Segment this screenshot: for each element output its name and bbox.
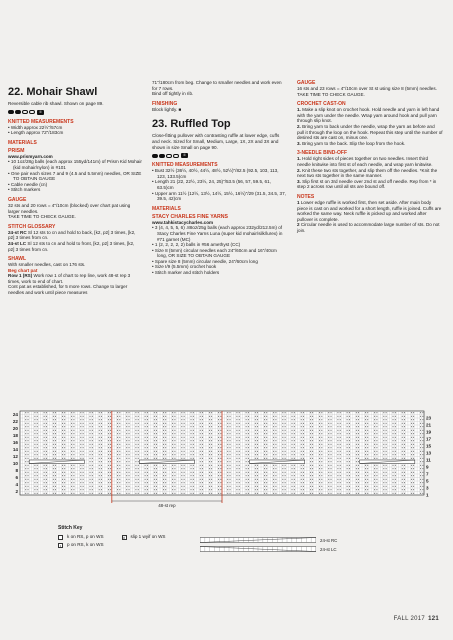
materials-list — [152, 225, 287, 275]
section-heading: CROCHET CAST-ON — [297, 101, 346, 108]
row-label-left: 22 — [12, 419, 18, 424]
section-heading: GAUGE — [297, 80, 316, 86]
step-item: 1. Hold right sides of pieces together on two needles. Insert third needle knitwise into first st of each needle, and wrap yarn knitwise. — [297, 156, 433, 167]
cable-lc-icon — [200, 546, 316, 552]
list-item: • Length 21 (22, 22½, 23½, 24, 25)"/53.5 (56, 57, 59.5, 61, 63.5)cm — [152, 179, 271, 190]
row-label-right: 13 — [426, 450, 432, 456]
bind-off-text: Bind off tightly in rib. — [152, 91, 194, 97]
row-label-left: 4 — [15, 482, 18, 487]
step-item: 3. Bring yarn to the back. Slip the loop from the hook. — [297, 140, 406, 146]
level-pill-icon — [159, 154, 165, 158]
section-heading: 3-NEEDLE BIND-OFF — [297, 150, 347, 157]
list-item: • 1 (2, 2, 2, 2, 2) balls in #56 amethyst (CC) — [152, 242, 241, 248]
row-label-right: 3 — [426, 485, 429, 491]
brand-name: STACY CHARLES FINE YARNS — [152, 213, 228, 220]
measurements-list — [152, 168, 287, 202]
pattern-title-ruffled-top: 23. Ruffled Top — [152, 118, 231, 131]
glossary-item: 24-st RC Sl 12 sts to cn and hold to back, [k2, p2] 3 times, [k2, p2] 3 times from cn. — [8, 229, 136, 241]
cable-rc-icon — [200, 537, 316, 543]
list-item: • 3 (4, 4, 5, 5, 6) .88oz/25g balls (each approx 232yd/212.5m) of Stacy Charles Fine Yarns Luna (super kid mohair/silk/lurex) in #71 garnet (MC) — [152, 225, 283, 242]
row-label-left: 10 — [12, 461, 18, 466]
column-1 — [8, 80, 142, 296]
section-heading: KNITTED MEASUREMENTS — [152, 162, 218, 169]
gauge-note: TAKE TIME TO CHECK GAUGE. — [297, 91, 365, 97]
list-item: • Stitch markers — [8, 187, 41, 193]
continue-text: 71"/180cm from beg. Change to smaller needles and work even for 7 rows. — [152, 80, 282, 91]
stitch-key-title: Stitch Key — [58, 525, 83, 531]
shawl-text: With smaller needles, cast on 176 sts. — [8, 262, 86, 268]
row-label-right: 9 — [426, 464, 429, 470]
level-pill-icon — [173, 154, 179, 158]
level-pill-icon — [166, 154, 172, 158]
page-footer — [394, 616, 439, 622]
pattern-title-mohair-shawl: 22. Mohair Shawl — [8, 86, 98, 98]
intro-text: Close-fitting pullover with contrasting ruffle at lower edge, cuffs and neck. Sized for Small, Medium, Large, 1X, 2X and 3X and shown in size Small on page 90. — [152, 133, 280, 150]
brand-url: www.tahkistacycharles.com — [152, 219, 214, 225]
subheading-beg-chart: Beg chart pat — [8, 267, 38, 273]
knit-symbol-icon — [58, 535, 63, 540]
cable-lc-label: 24-st LC — [320, 546, 337, 552]
section-heading: MATERIALS — [152, 205, 181, 212]
section-heading: STITCH GLOSSARY — [8, 223, 56, 230]
measurements-list — [8, 125, 142, 136]
key-item: V slip 1 wyif on WS — [122, 534, 166, 540]
continue-text: Cont pat as established, for 5 more rows. Change to larger needles and work until piece measures — [8, 284, 128, 296]
list-item: • Cable needle (cn) — [8, 181, 48, 187]
level-pill-icon — [15, 110, 21, 114]
slip-symbol-icon: V — [122, 534, 126, 540]
row-instruction: Row 1 (RS) Work row 1 of chart to rep line, work 48-st rep 3 times, work to end of chart. — [8, 273, 131, 284]
row-label-left: 16 — [12, 440, 18, 445]
list-item: • One pair each sizes 7 and 9 (4.5 and 5.5mm) needles, OR SIZE TO OBTAIN GAUGE — [8, 170, 142, 182]
level-number: II — [37, 110, 44, 115]
row-label-left: 18 — [12, 433, 18, 438]
stitch-chart — [8, 408, 448, 518]
glossary-item: 24-st LC Sl 12 sts to cn and hold to front, [k2, p2] 3 times, [k2, p2] 3 times from cn. — [8, 240, 135, 252]
row-label-right: 5 — [426, 478, 429, 484]
row-label-right: 7 — [426, 471, 429, 477]
rep-label: 48-st rep — [158, 503, 176, 508]
skill-level-indicator — [152, 153, 287, 158]
footer-season: FALL 2017 — [393, 616, 426, 622]
brand-url: www.prismyarn.com — [8, 153, 53, 159]
materials-list — [8, 159, 142, 193]
stitch-key — [58, 525, 166, 550]
list-item: • Size 8 (5mm) circular needles each 24"/60cm and 16"/40cm long, OR SIZE TO OBTAIN GAUGE — [152, 247, 277, 259]
row-label-left: 20 — [12, 426, 18, 431]
level-pill-icon — [8, 110, 14, 114]
section-heading: FINISHING — [152, 100, 178, 107]
section-heading: GAUGE — [8, 196, 27, 203]
row-label-left: 24 — [12, 412, 18, 417]
row-label-right: 11 — [426, 457, 431, 463]
row-label-right: 23 — [426, 415, 432, 421]
section-heading: KNITTED MEASUREMENTS — [8, 118, 74, 125]
key-item: k on RS, p on WS — [58, 534, 104, 540]
row-label-right: 19 — [426, 429, 432, 435]
row-label-left: 2 — [15, 489, 18, 494]
level-number: II — [181, 153, 188, 158]
note-item: 2 Circular needle is used to accommodate large number of sts. Do not join. — [297, 222, 440, 233]
step-item: 2. Knit these two sts together, and slip them off the needles. *Knit the next two sts together in the same manner. — [297, 167, 438, 179]
list-item: • Stitch marker and stitch holders — [152, 270, 220, 276]
section-heading: SHAWL — [8, 256, 27, 263]
list-item: • 10 1oz/28g balls (each approx 155yd/141m) of Prism Kid Mohair (kid mohair/nylon) in #101 — [8, 159, 142, 170]
finishing-text: Block lightly. ■ — [152, 106, 182, 112]
list-item: • Size I/9 (5.5mm) crochet hook — [152, 264, 217, 270]
step-item: 2. Bring yarn to back under the needle, wrap the yarn as before and pull it through the loop on the hook. Repeat this step until the number of desired sts are cast on, minus one. — [297, 123, 443, 141]
cable-rc-label: 24-st RC — [320, 537, 338, 543]
list-item: • Width approx 22½"/57cm — [8, 124, 63, 130]
row-label-right: 1 — [426, 492, 429, 498]
gauge-note: TAKE TIME TO CHECK GAUGE. — [8, 214, 76, 220]
purl-symbol-icon: • — [59, 542, 62, 548]
list-item: • Spare size 8 (5mm) circular needle, 24"/60cm long — [152, 258, 258, 264]
level-pill-icon — [22, 110, 28, 114]
column-3 — [297, 80, 443, 233]
list-item: • Length approx 72"/183cm — [8, 130, 64, 136]
stitch-chart-svg — [8, 408, 448, 518]
key-item: • p on RS, k on WS — [59, 542, 104, 548]
section-heading: NOTES — [297, 193, 315, 200]
gauge-text: 32 sts and 20 rows = 4"/10cm (blocked) over chart pat using larger needles. — [8, 202, 131, 214]
cable-key — [200, 537, 337, 552]
level-pill-icon — [152, 154, 158, 158]
section-heading: MATERIALS — [8, 139, 37, 146]
column-2 — [152, 80, 287, 276]
row-label-left: 12 — [12, 454, 18, 459]
list-item: • Bust 32½ (36½, 40½, 44½, 48½, 52½)"/82.5 (92.5, 103, 113, 123, 133.5)cm — [152, 168, 279, 179]
step-item: 1. Make a slip knot on crochet hook. Hold needle and yarn in left hand with the yarn under the needle. Wrap yarn around hook and pull yarn through slip knot. — [297, 107, 440, 124]
key-item — [200, 546, 337, 552]
level-pill-icon — [29, 110, 35, 114]
row-label-left: 6 — [15, 475, 18, 480]
page-number: 121 — [428, 616, 439, 622]
row-label-right: 17 — [426, 436, 432, 442]
intro-text: Reversible cable rib shawl. Shown on page 89. — [8, 101, 104, 106]
row-label-right: 21 — [426, 422, 432, 428]
gauge-text: 16 sts and 23 rows = 4"/10cm over St st using size 8 (5mm) needles. — [297, 86, 437, 91]
row-label-left: 14 — [12, 447, 18, 452]
skill-level-indicator — [8, 110, 142, 115]
brand-name: PRISM — [8, 147, 25, 154]
step-item: 3. Slip first st on 3rd needle over 2nd st and off needle. Rep from * in step 2 across row until all sts are bound off. — [297, 178, 437, 190]
list-item: • Upper arm 11½ (12½, 13½, 14½, 15½, 16½)"/29 (31.5, 34.5, 37, 39.5, 42)cm — [152, 190, 286, 202]
row-label-left: 8 — [15, 468, 18, 473]
row-label-right: 15 — [426, 443, 432, 449]
key-item — [200, 537, 337, 543]
note-item: 1 Lower edge ruffle is worked first, then set aside. After main body piece is cast on and worked for a short length, ruffle is joined. Cuffs are worked the same way. Neck ruffle is picked up and worked after pullover is complete. — [297, 199, 442, 222]
